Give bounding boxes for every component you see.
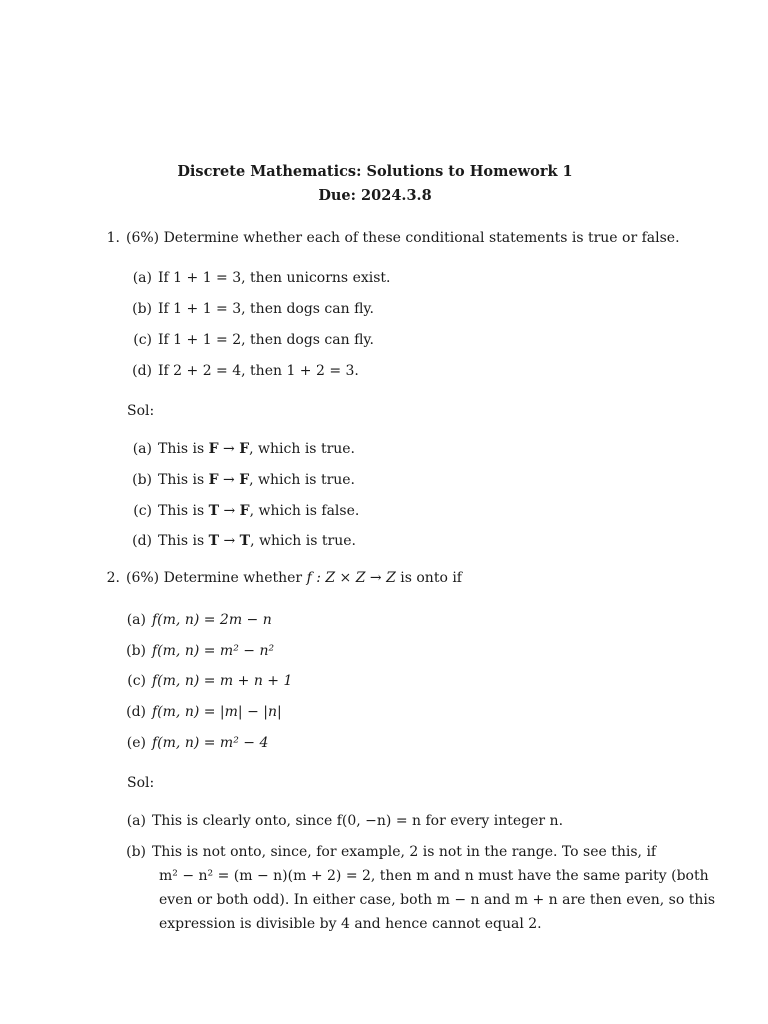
function-signature: f : Z × Z → Z bbox=[306, 570, 396, 586]
document-title: Discrete Mathematics: Solutions to Homework 1 bbox=[177, 163, 573, 180]
item-label: (c) bbox=[133, 332, 152, 348]
item-text: If 2 + 2 = 4, then 1 + 2 = 3. bbox=[158, 363, 359, 379]
question-number: 2. bbox=[106, 570, 120, 586]
question-2: 2. (6%) Determine whether f : Z × Z → Z is onto if bbox=[100, 568, 462, 588]
item-label: (d) bbox=[132, 363, 152, 379]
item-label: (b) bbox=[132, 301, 152, 317]
item-text: If 1 + 1 = 2, then dogs can fly. bbox=[158, 332, 374, 348]
solution-item: (a) This is F → F, which is true. bbox=[132, 441, 356, 457]
list-item bbox=[128, 299, 374, 319]
solution-heading: Sol: bbox=[127, 775, 155, 791]
list-item: (a) f(m, n) = 2m − n bbox=[126, 612, 272, 628]
question-prompt: (6%) Determine whether each of these conditional statements is true or false. bbox=[126, 230, 680, 246]
due-date: Due: 2024.3.8 bbox=[318, 187, 432, 204]
item-label: (a) bbox=[132, 270, 152, 286]
solution-text-line: expression is divisible by 4 and hence cannot equal 2. bbox=[159, 916, 542, 932]
item-text: If 1 + 1 = 3, then unicorns exist. bbox=[158, 270, 391, 286]
question-number: 1. bbox=[106, 230, 120, 246]
list-item bbox=[128, 268, 390, 288]
list-item: (b) f(m, n) = m² − n² bbox=[126, 643, 275, 659]
list-item: (e) f(m, n) = m² − 4 bbox=[126, 735, 269, 751]
solution-item: (d) This is T → T, which is true. bbox=[132, 533, 356, 549]
list-item bbox=[128, 361, 359, 381]
solution-text-line: m² − n² = (m − n)(m + 2) = 2, then m and n must have the same parity (both bbox=[159, 868, 709, 884]
list-item: (d) f(m, n) = |m| − |n| bbox=[126, 704, 282, 720]
list-item: (c) f(m, n) = m + n + 1 bbox=[127, 673, 293, 689]
question-1 bbox=[100, 228, 680, 248]
solution-item: (a) This is clearly onto, since f(0, −n) = n for every integer n. bbox=[126, 813, 564, 829]
solution-item: (b) This is F → F, which is true. bbox=[132, 472, 356, 488]
item-text: If 1 + 1 = 3, then dogs can fly. bbox=[158, 301, 374, 317]
list-item bbox=[128, 330, 374, 350]
solution-item: (c) This is T → F, which is false. bbox=[133, 503, 360, 519]
solution-heading: Sol: bbox=[127, 403, 155, 419]
solution-item: (b) This is not onto, since, for example, 2 is not in the range. To see this, if bbox=[126, 844, 657, 860]
solution-text-line: even or both odd). In either case, both m − n and m + n are then even, so this bbox=[159, 892, 716, 908]
